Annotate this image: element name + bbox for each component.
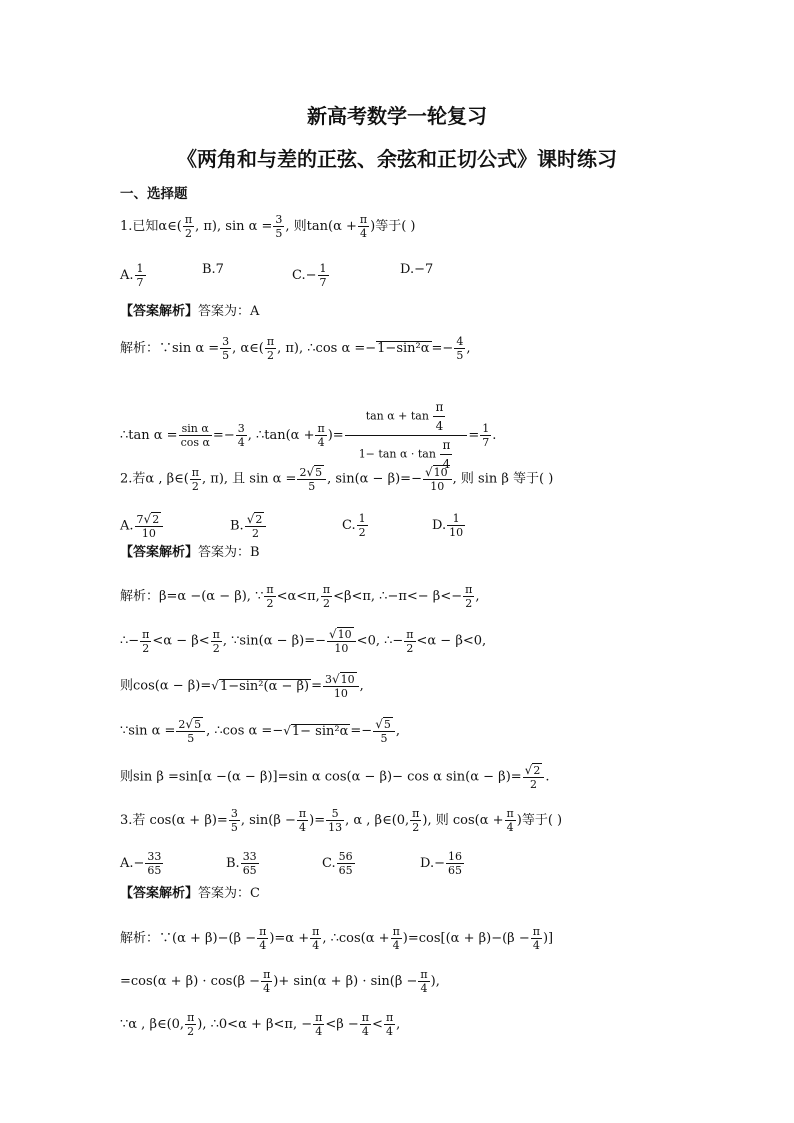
q1-text: 1.已知α∈( bbox=[120, 219, 182, 234]
q2-solution-line-2: ∴− $\frac{\pi}{2}$ <α − β< $\frac{\pi}{2}$ , ∵sin(α − β)=− $\frac{√10}{10}$ <0, ∴− $\frac{\pi}{2}$ <α − β<0, bbox=[120, 627, 487, 655]
option-a: A. $\frac{1}{7}$ bbox=[120, 262, 144, 289]
q1-text: , 则tan(α + bbox=[285, 219, 357, 234]
q1-answer: 【答案解析】答案为：A bbox=[120, 304, 260, 319]
q2-solution-line-1: 解析：β=α −(α − β), ∵ $\frac{\pi}{2}$ <α<π, $\frac{\pi}{2}$ <β<π, ∴−π<− β<− $\frac{\pi}{2}$ , bbox=[120, 583, 480, 610]
q1-solution-line-1: 解析：∵sin α = $\frac{3}{5}$ , α∈( $\frac{\pi}{2}$ , π), ∴cos α =−1−sin²α =− $\frac{4}{5}$ , bbox=[120, 335, 471, 362]
fraction: $\frac{3}{5}$ bbox=[275, 213, 283, 240]
fraction: $\frac{\pi}{4}$ bbox=[359, 213, 368, 240]
option-a: A.− $\frac{33}{65}$ bbox=[120, 850, 162, 877]
option-c: C.− $\frac{1}{7}$ bbox=[292, 262, 327, 289]
q2-solution-line-4: ∵sin α = $\frac{2√5}{5}$ , ∴cos α =−√1− sin²α =− $\frac{√5}{5}$ , bbox=[120, 717, 400, 745]
answer-tag: 【答案解析】 bbox=[120, 304, 199, 319]
q3-answer: 【答案解析】答案为：C bbox=[120, 886, 260, 901]
option-b: B. $\frac{33}{65}$ bbox=[226, 850, 257, 877]
option-d: D.− $\frac{16}{65}$ bbox=[420, 850, 462, 877]
answer-tag: 【答案解析】 bbox=[120, 545, 199, 560]
section-heading: 一、选择题 bbox=[120, 186, 188, 202]
option-c: C. $\frac{1}{2}$ bbox=[342, 512, 366, 539]
page-title: 新高考数学一轮复习 bbox=[307, 104, 487, 128]
q2-solution-line-3: 则cos(α − β)=√1−sin²(α − β) = $\frac{3√10}{10}$ , bbox=[120, 672, 364, 700]
page-subtitle: 《两角和与差的正弦、余弦和正切公式》课时练习 bbox=[177, 147, 617, 171]
question-3: 3.若 cos(α + β)= $\frac{3}{5}$ , sin(β − $\frac{\pi}{4}$ )= $\frac{5}{13}$ , α , β∈(0, $\frac{\pi}{2}$ ), 则 cos(α + $\frac{\pi}{4}$ )等于( ) bbox=[120, 807, 563, 834]
option-b: B. $\frac{√2}{2}$ bbox=[230, 512, 267, 540]
option-d: D.−7 bbox=[400, 262, 434, 277]
question-2: 2.若α , β∈( $\frac{\pi}{2}$ , π), 且 sin α = $\frac{2√5}{5}$ , sin(α − β)=− $\frac{√10}{10}$ , 则 sin β 等于( ) bbox=[120, 465, 554, 493]
question-1 bbox=[120, 213, 416, 240]
option-a: A. $\frac{7√2}{10}$ bbox=[120, 512, 164, 540]
q3-solution-line-2: =cos(α + β) · cos(β − $\frac{\pi}{4}$ )+ sin(α + β) · sin(β − $\frac{\pi}{4}$ ), bbox=[120, 968, 440, 995]
q3-solution-line-1: 解析：∵(α + β)−(β − $\frac{\pi}{4}$ )=α + $\frac{\pi}{4}$ , ∴cos(α + $\frac{\pi}{4}$ )=cos[(α + β)−(β − $\frac{\pi}{4}$ )] bbox=[120, 925, 554, 952]
q1-text: , π), sin α = bbox=[195, 219, 273, 234]
q1-solution-line-2: ∴tan α = $\frac{\text{sin α}}{\text{cos α}}$ =− $\frac{3}{4}$ , ∴tan(α + $\frac{\pi}{4}$ )= tan α + tan $\frac{\pi}{4}$ 1− tan α · tan $\frac{\pi}{4}$ = $\frac{1}{7}$ . bbox=[120, 400, 497, 471]
q3-solution-line-3: ∵α , β∈(0, $\frac{\pi}{2}$ ), ∴0<α + β<π, − $\frac{\pi}{4}$ <β − $\frac{\pi}{4}$ < $\frac{\pi}{4}$ , bbox=[120, 1011, 401, 1038]
q2-answer: 【答案解析】答案为：B bbox=[120, 545, 260, 560]
q2-solution-line-5: 则sin β =sin[α −(α − β)]=sin α cos(α − β)− cos α sin(α − β)= $\frac{√2}{2}$ . bbox=[120, 763, 550, 791]
option-c: C. $\frac{56}{65}$ bbox=[322, 850, 353, 877]
option-d: D. $\frac{1}{10}$ bbox=[432, 512, 464, 539]
answer-tag: 【答案解析】 bbox=[120, 886, 199, 901]
option-b: B.7 bbox=[202, 262, 224, 277]
fraction: $\frac{\pi}{2}$ bbox=[184, 213, 193, 240]
q1-text: )等于( ) bbox=[370, 219, 416, 234]
